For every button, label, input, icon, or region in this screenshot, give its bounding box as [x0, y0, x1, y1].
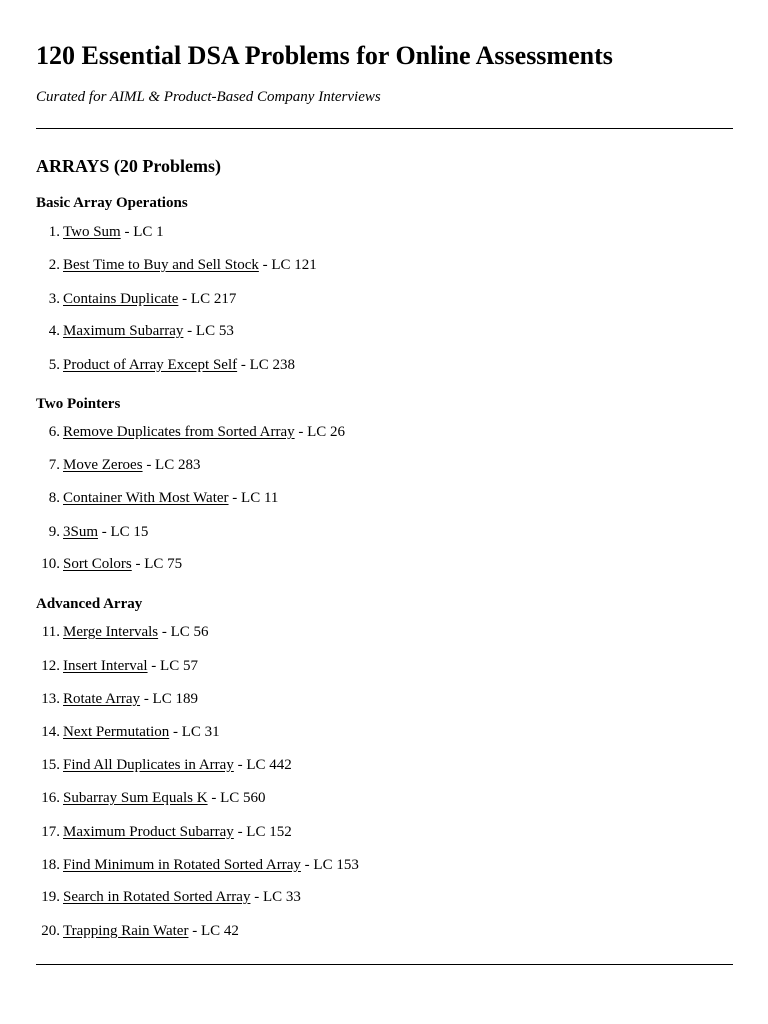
item-number: 3.	[48, 291, 60, 307]
item-number: 6.	[48, 424, 60, 440]
list-item	[36, 723, 220, 741]
list-item	[36, 657, 198, 675]
problem-ref: - LC 33	[250, 889, 301, 905]
subsection-heading: Basic Array Operations	[36, 195, 188, 211]
item-number: 5.	[48, 357, 60, 373]
item-number: 9.	[48, 524, 60, 540]
problem-ref: - LC 57	[147, 658, 198, 674]
item-number: 4.	[48, 323, 60, 339]
problem-ref: - LC 153	[300, 857, 359, 873]
problem-link[interactable]: Find All Duplicates in Array	[63, 757, 234, 773]
list-item	[36, 489, 278, 507]
list-item	[36, 922, 239, 940]
problem-ref: - LC 189	[140, 691, 198, 707]
problem-link[interactable]: Insert Interval	[63, 658, 148, 674]
list-item	[36, 356, 295, 374]
problem-ref: - LC 53	[183, 323, 234, 339]
list-item	[36, 623, 209, 641]
problem-link[interactable]: Container With Most Water	[63, 490, 229, 506]
problem-ref: - LC 75	[131, 556, 183, 572]
problem-link[interactable]: Merge Intervals	[63, 624, 159, 640]
page-title: 120 Essential DSA Problems for Online Assessments	[36, 41, 613, 70]
list-item	[36, 456, 200, 474]
problem-link[interactable]: Find Minimum in Rotated Sorted Array	[63, 857, 301, 873]
list-item	[36, 888, 301, 906]
problem-link[interactable]: Two Sum	[63, 224, 121, 240]
list-item	[36, 290, 236, 308]
list-item	[36, 555, 182, 573]
problem-link[interactable]: Contains Duplicate	[63, 291, 179, 307]
problem-link[interactable]: 3Sum	[63, 524, 99, 540]
list-item	[36, 523, 148, 541]
item-number: 8.	[48, 490, 60, 506]
problem-link[interactable]: Search in Rotated Sorted Array	[63, 889, 251, 905]
problem-ref: - LC 442	[233, 757, 292, 773]
bottom-divider	[36, 964, 733, 965]
item-number: 19.	[41, 889, 60, 905]
problem-link[interactable]: Rotate Array	[63, 691, 141, 707]
list-item	[36, 789, 266, 807]
problem-ref: - LC 217	[178, 291, 237, 307]
subsection-heading: Advanced Array	[36, 596, 143, 612]
problem-link[interactable]: Maximum Product Subarray	[63, 824, 234, 840]
problem-ref: - LC 42	[188, 923, 239, 939]
item-number: 13.	[41, 691, 60, 707]
problem-link[interactable]: Subarray Sum Equals K	[63, 790, 208, 806]
list-item	[36, 256, 317, 274]
item-number: 7.	[48, 457, 60, 473]
problem-link[interactable]: Best Time to Buy and Sell Stock	[63, 257, 259, 273]
item-number: 14.	[41, 724, 60, 740]
problem-link[interactable]: Maximum Subarray	[63, 323, 184, 339]
page-subtitle: Curated for AIML & Product-Based Company Interviews	[36, 89, 381, 105]
problem-ref: - LC 121	[258, 257, 317, 273]
list-item	[36, 856, 359, 874]
subsection-heading: Two Pointers	[36, 396, 121, 412]
problem-link[interactable]: Sort Colors	[63, 556, 132, 572]
item-number: 17.	[41, 824, 60, 840]
problem-ref: - LC 26	[294, 424, 346, 440]
item-number: 15.	[41, 757, 60, 773]
problem-ref: - LC 31	[169, 724, 220, 740]
item-number: 2.	[48, 257, 60, 273]
list-item	[36, 322, 234, 340]
item-number: 1.	[48, 224, 60, 240]
problem-ref: - LC 283	[142, 457, 201, 473]
problem-link[interactable]: Move Zeroes	[63, 457, 143, 473]
item-number: 20.	[41, 923, 60, 939]
item-number: 10.	[41, 556, 60, 572]
problem-link[interactable]: Trapping Rain Water	[63, 923, 189, 939]
problem-ref: - LC 152	[233, 824, 292, 840]
list-item	[36, 423, 345, 441]
item-number: 18.	[41, 857, 60, 873]
list-item	[36, 756, 292, 774]
problem-link[interactable]: Remove Duplicates from Sorted Array	[63, 424, 295, 440]
item-number: 11.	[41, 624, 60, 640]
list-item	[36, 823, 292, 841]
problem-ref: - LC 1	[120, 224, 164, 240]
section-title: ARRAYS (20 Problems)	[36, 156, 222, 176]
top-divider	[36, 128, 733, 129]
item-number: 16.	[41, 790, 60, 806]
list-item	[36, 690, 198, 708]
list-item	[36, 223, 164, 241]
problem-ref: - LC 56	[158, 624, 209, 640]
item-number: 12.	[41, 658, 60, 674]
problem-ref: - LC 11	[228, 490, 279, 506]
problem-link[interactable]: Product of Array Except Self	[63, 357, 238, 373]
problem-link[interactable]: Next Permutation	[63, 724, 170, 740]
problem-ref: - LC 560	[207, 790, 266, 806]
problem-ref: - LC 15	[98, 524, 149, 540]
problem-ref: - LC 238	[237, 357, 296, 373]
